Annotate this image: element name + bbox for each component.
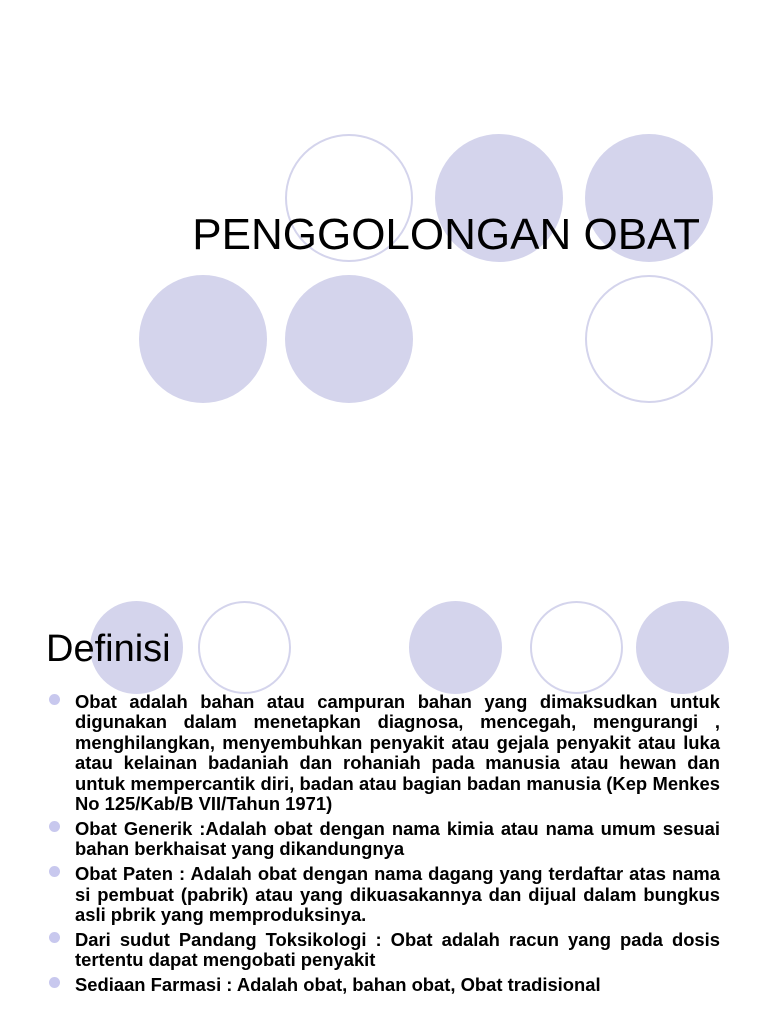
decor-circle-filled bbox=[285, 275, 413, 403]
decor-circle-outline bbox=[530, 601, 623, 694]
bullet-dot-icon bbox=[49, 694, 60, 705]
list-item-text: Sediaan Farmasi : Adalah obat, bahan obat, Obat tradisional bbox=[75, 974, 601, 996]
list-item bbox=[46, 864, 720, 925]
slide-definisi bbox=[0, 590, 768, 1024]
bullet-dot-icon bbox=[49, 821, 60, 832]
list-item-text: Obat Paten : Adalah obat dengan nama dagang yang terdaftar atas nama si pembuat (pabrik) atau yang dikuasakannya dan dijual dalam bungkus asli pbrik yang memproduksinya. bbox=[75, 863, 720, 926]
decor-circle-filled bbox=[139, 275, 267, 403]
decor-circle-filled bbox=[409, 601, 502, 694]
list-item bbox=[46, 692, 720, 814]
decor-circle-outline bbox=[585, 275, 713, 403]
bullet-dot-icon bbox=[49, 932, 60, 943]
decor-circle-outline bbox=[198, 601, 291, 694]
list-item-text: Obat Generik :Adalah obat dengan nama kimia atau nama umum sesuai bahan berkhaisat yang dikandungnya bbox=[75, 817, 720, 860]
list-item-text: Obat adalah bahan atau campuran bahan yang dimaksudkan untuk digunakan dalam menetapkan diagnosa, mencegah, mengurangi , menghilangkan, menyembuhkan penyakit atau gejala penyakit atau luka atau kelainan badaniah dan rohaniah pada manusia atau hewan dan untuk mempercantik diri, badan atau bagian badan manusia (Kep Menkes No 125/Kab/B VII/Tahun 1971) bbox=[75, 691, 720, 815]
bullet-dot-icon bbox=[49, 977, 60, 988]
list-item-text: Dari sudut Pandang Toksikologi : Obat adalah racun yang pada dosis tertentu dapat mengobati penyakit bbox=[75, 928, 720, 971]
decor-circle-filled bbox=[636, 601, 729, 694]
slide-title-text: PENGGOLONGAN OBAT bbox=[192, 210, 700, 259]
list-item bbox=[46, 819, 720, 860]
section-heading: Definisi bbox=[46, 628, 171, 670]
list-item bbox=[46, 930, 720, 971]
definition-list bbox=[46, 692, 720, 1000]
list-item bbox=[46, 975, 720, 995]
bullet-dot-icon bbox=[49, 866, 60, 877]
